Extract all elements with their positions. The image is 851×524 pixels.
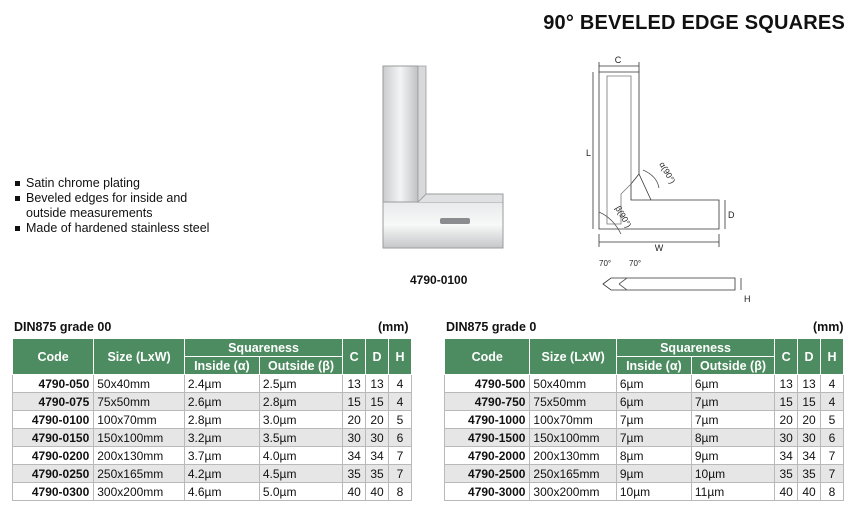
cell-c: 40 — [775, 483, 798, 501]
cell-size: 100x70mm — [530, 411, 616, 429]
cell-h: 7 — [389, 447, 412, 465]
col-inside: Inside (α) — [616, 357, 691, 375]
cell-d: 13 — [798, 375, 821, 393]
cell-size: 75x50mm — [94, 393, 185, 411]
col-c: C — [775, 339, 798, 375]
cell-c: 30 — [775, 429, 798, 447]
cell-c: 20 — [775, 411, 798, 429]
cell-d: 15 — [366, 393, 389, 411]
cell-h: 4 — [389, 375, 412, 393]
table-row — [13, 411, 412, 429]
cell-code: 4790-0100 — [13, 411, 94, 429]
cell-h: 7 — [389, 465, 412, 483]
cell-h: 7 — [821, 447, 844, 465]
cell-c: 30 — [343, 429, 366, 447]
col-outside: Outside (β) — [259, 357, 342, 375]
cell-code: 4790-3000 — [445, 483, 530, 501]
cell-d: 30 — [798, 429, 821, 447]
angle-left-label: 70° — [599, 259, 612, 268]
cell-c: 40 — [343, 483, 366, 501]
cell-outside: 6µm — [691, 375, 774, 393]
cell-h: 8 — [389, 483, 412, 501]
table-row — [445, 429, 844, 447]
cell-outside: 7µm — [691, 411, 774, 429]
cell-d: 35 — [366, 465, 389, 483]
cell-outside: 10µm — [691, 465, 774, 483]
table-row — [13, 429, 412, 447]
cell-inside: 6µm — [616, 393, 691, 411]
table-row — [445, 375, 844, 393]
feature-item: Made of hardened stainless steel — [14, 221, 216, 236]
col-code: Code — [13, 339, 94, 375]
spec-table-grade-0 — [444, 338, 844, 501]
cell-h: 4 — [821, 393, 844, 411]
table-row — [13, 465, 412, 483]
cell-outside: 11µm — [691, 483, 774, 501]
cell-inside: 2.6µm — [184, 393, 259, 411]
cell-code: 4790-0300 — [13, 483, 94, 501]
technical-diagram — [585, 52, 755, 312]
cell-d: 40 — [366, 483, 389, 501]
cell-d: 35 — [798, 465, 821, 483]
table-row — [13, 393, 412, 411]
col-h: H — [389, 339, 412, 375]
cell-c: 20 — [343, 411, 366, 429]
cell-c: 13 — [775, 375, 798, 393]
col-d: D — [798, 339, 821, 375]
cell-inside: 8µm — [616, 447, 691, 465]
cell-c: 13 — [343, 375, 366, 393]
angle-right-label: 70° — [629, 259, 642, 268]
cell-d: 20 — [798, 411, 821, 429]
cell-inside: 4.2µm — [184, 465, 259, 483]
cell-h: 6 — [389, 429, 412, 447]
cell-d: 34 — [798, 447, 821, 465]
cell-outside: 5.0µm — [259, 483, 342, 501]
col-size: Size (LxW) — [94, 339, 185, 375]
cell-outside: 8µm — [691, 429, 774, 447]
product-photo — [378, 62, 508, 252]
cell-code: 4790-500 — [445, 375, 530, 393]
cell-h: 8 — [821, 483, 844, 501]
table-row — [445, 483, 844, 501]
dim-h-label: H — [744, 294, 751, 304]
cell-size: 250x165mm — [530, 465, 616, 483]
cell-inside: 2.8µm — [184, 411, 259, 429]
feature-item: Satin chrome plating — [14, 176, 216, 191]
table-row — [445, 393, 844, 411]
table-unit: (mm) — [813, 320, 844, 334]
cell-size: 100x70mm — [94, 411, 185, 429]
cell-outside: 2.8µm — [259, 393, 342, 411]
cell-inside: 3.7µm — [184, 447, 259, 465]
beta-label: β(90°) — [613, 204, 634, 230]
cell-size: 200x130mm — [530, 447, 616, 465]
alpha-label: α(90°) — [657, 160, 678, 186]
page-title: 90° BEVELED EDGE SQUARES — [543, 12, 845, 34]
cell-c: 34 — [343, 447, 366, 465]
col-squareness: Squareness — [616, 339, 774, 357]
table-heading: DIN875 grade 0 — [446, 320, 537, 334]
cell-outside: 3.5µm — [259, 429, 342, 447]
col-inside: Inside (α) — [184, 357, 259, 375]
feature-item: Beveled edges for inside and outside measurements — [14, 191, 216, 221]
col-h: H — [821, 339, 844, 375]
cell-code: 4790-0150 — [13, 429, 94, 447]
cell-size: 200x130mm — [94, 447, 185, 465]
cell-outside: 7µm — [691, 393, 774, 411]
cell-code: 4790-075 — [13, 393, 94, 411]
cell-d: 30 — [366, 429, 389, 447]
table-body — [445, 375, 844, 501]
cell-inside: 2.4µm — [184, 375, 259, 393]
cell-code: 4790-0200 — [13, 447, 94, 465]
cell-inside: 9µm — [616, 465, 691, 483]
cell-code: 4790-050 — [13, 375, 94, 393]
cell-code: 4790-0250 — [13, 465, 94, 483]
col-size: Size (LxW) — [530, 339, 616, 375]
cell-c: 35 — [775, 465, 798, 483]
cell-outside: 3.0µm — [259, 411, 342, 429]
cell-size: 50x40mm — [530, 375, 616, 393]
table-row — [445, 411, 844, 429]
col-c: C — [343, 339, 366, 375]
cell-c: 15 — [775, 393, 798, 411]
cell-size: 150x100mm — [94, 429, 185, 447]
cell-d: 20 — [366, 411, 389, 429]
cell-outside: 9µm — [691, 447, 774, 465]
cell-h: 4 — [389, 393, 412, 411]
table-heading: DIN875 grade 00 — [14, 320, 112, 334]
cell-h: 4 — [821, 375, 844, 393]
cell-d: 13 — [366, 375, 389, 393]
cell-size: 300x200mm — [94, 483, 185, 501]
cell-inside: 3.2µm — [184, 429, 259, 447]
cell-d: 34 — [366, 447, 389, 465]
cell-size: 300x200mm — [530, 483, 616, 501]
spec-table-grade-00 — [12, 338, 412, 501]
cell-h: 6 — [821, 429, 844, 447]
table-body — [13, 375, 412, 501]
cell-size: 75x50mm — [530, 393, 616, 411]
cell-c: 34 — [775, 447, 798, 465]
cell-size: 50x40mm — [94, 375, 185, 393]
table-row — [445, 465, 844, 483]
cell-outside: 2.5µm — [259, 375, 342, 393]
table-unit: (mm) — [378, 320, 409, 334]
cell-code: 4790-1500 — [445, 429, 530, 447]
cell-d: 15 — [798, 393, 821, 411]
cell-outside: 4.5µm — [259, 465, 342, 483]
table-row — [445, 447, 844, 465]
cell-c: 35 — [343, 465, 366, 483]
cell-inside: 7µm — [616, 411, 691, 429]
cell-c: 15 — [343, 393, 366, 411]
cell-size: 150x100mm — [530, 429, 616, 447]
cell-inside: 10µm — [616, 483, 691, 501]
dim-l-label: L — [586, 148, 592, 158]
cell-h: 5 — [389, 411, 412, 429]
cell-code: 4790-1000 — [445, 411, 530, 429]
cell-h: 7 — [821, 465, 844, 483]
col-outside: Outside (β) — [691, 357, 774, 375]
cell-inside: 7µm — [616, 429, 691, 447]
cell-size: 250x165mm — [94, 465, 185, 483]
photo-label: 4790-0100 — [410, 273, 468, 287]
dim-c-label: C — [614, 55, 622, 65]
dim-d-label: D — [728, 210, 735, 220]
cell-outside: 4.0µm — [259, 447, 342, 465]
col-d: D — [366, 339, 389, 375]
table-row — [13, 375, 412, 393]
cell-inside: 6µm — [616, 375, 691, 393]
col-squareness: Squareness — [184, 339, 342, 357]
table-row — [13, 447, 412, 465]
cell-code: 4790-2500 — [445, 465, 530, 483]
table-row — [13, 483, 412, 501]
cell-inside: 4.6µm — [184, 483, 259, 501]
cell-code: 4790-750 — [445, 393, 530, 411]
cell-code: 4790-2000 — [445, 447, 530, 465]
col-code: Code — [445, 339, 530, 375]
feature-list — [14, 176, 216, 236]
dim-w-label: W — [654, 243, 664, 253]
cell-h: 5 — [821, 411, 844, 429]
cell-d: 40 — [798, 483, 821, 501]
